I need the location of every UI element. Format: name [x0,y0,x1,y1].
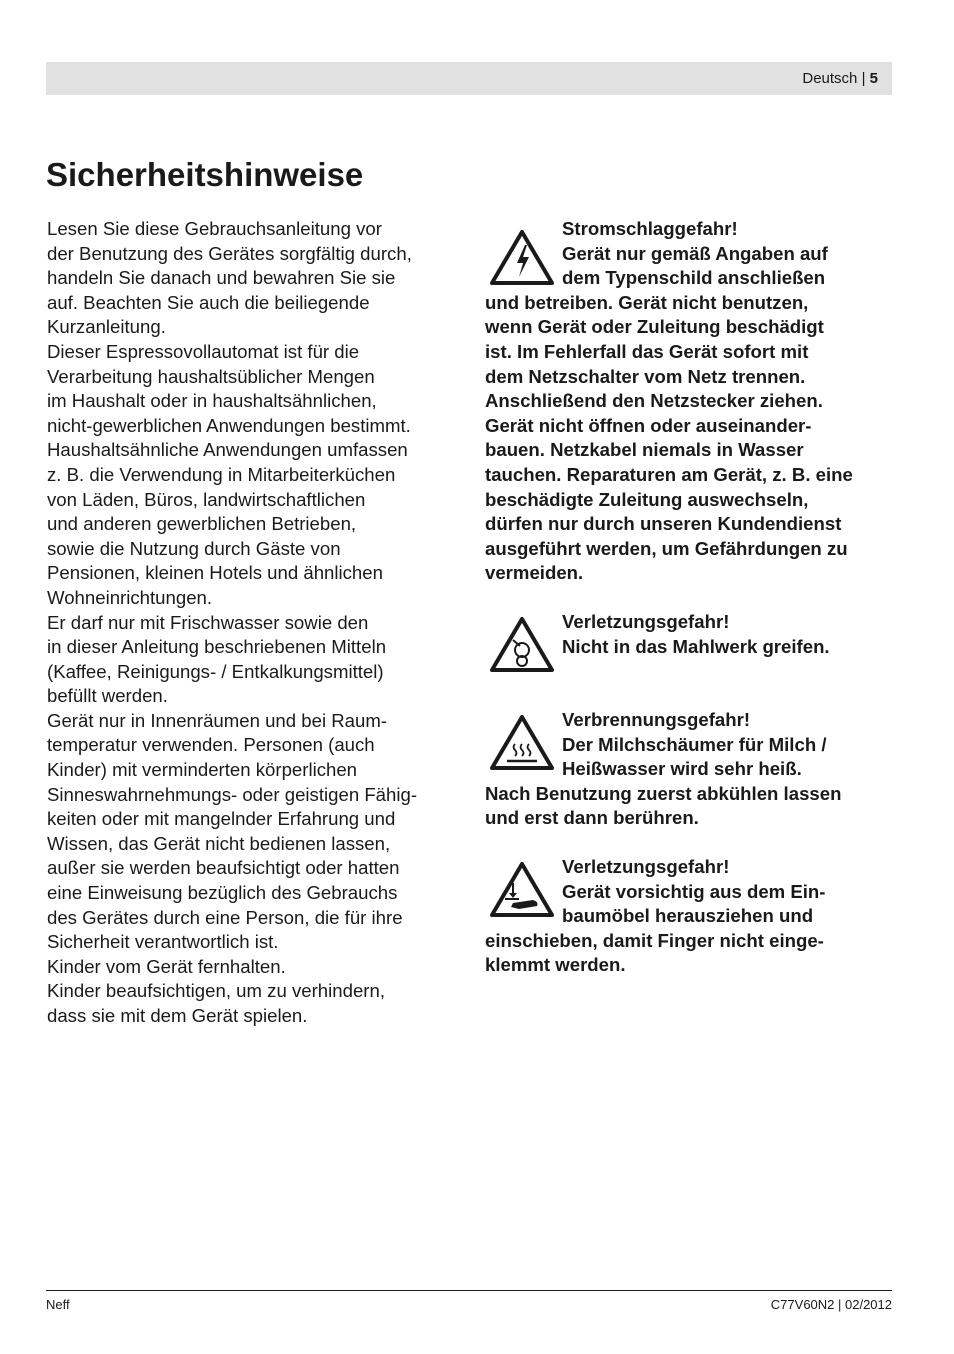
intro-line: befüllt werden. [47,685,168,707]
warning-electric-shock [485,217,892,586]
warning-line: Heißwasser wird sehr heiß. [562,758,802,780]
electric-shock-warning-icon [489,229,555,285]
intro-line: in dieser Anleitung beschriebenen Mitteln [47,636,387,658]
intro-text-column [47,217,467,1029]
warning-line: Gerät vorsichtig aus dem Ein- [562,880,826,902]
footer-brand: Neff [46,1297,70,1312]
footer-divider [46,1290,892,1291]
grinder-injury-warning-icon [489,616,555,672]
warning-grinder [485,610,892,659]
warning-line: dürfen nur durch unseren Kundendienst [485,513,842,535]
page-title: Sicherheitshinweise [46,156,364,193]
language-label: Deutsch [802,70,858,87]
warning-line: tauchen. Reparaturen am Gerät, z. B. eine [485,463,853,485]
warning-line: wenn Gerät oder Zuleitung beschädigt [485,316,824,338]
header-separator: | [861,70,866,87]
intro-line: und anderen gewerblichen Betrieben, [47,513,357,535]
page-indicator [802,70,878,87]
header-bar [46,62,892,95]
warning-line: Nach Benutzung zuerst abkühlen lassen [485,782,842,804]
intro-line: handeln Sie danach und bewahren Sie sie [47,267,396,289]
warning-line: dem Typenschild anschließen [562,267,826,289]
intro-line: Dieser Espressovollautomat ist für die [47,340,360,362]
intro-line: Sicherheit verantwortlich ist. [47,931,279,953]
warning-line: und erst dann berühren. [485,807,699,829]
warning-line: bauen. Netzkabel niemals in Wasser [485,439,804,461]
intro-line: Kinder beaufsichtigen, um zu verhindern, [47,980,385,1002]
warning-line: klemmt werden. [485,954,626,976]
intro-line: Verarbeitung haushaltsüblicher Mengen [47,365,375,387]
warning-heading: Verletzungsgefahr! [562,856,730,877]
warning-line: Anschließend den Netzstecker ziehen. [485,390,823,412]
hot-surface-warning-icon [489,714,555,770]
warning-line: ausgeführt werden, um Gefährdungen zu [485,537,848,559]
intro-line: Er darf nur mit Frischwasser sowie den [47,611,369,633]
intro-line: des Gerätes durch eine Person, die für ihre [47,906,403,928]
intro-line: keiten oder mit mangelnder Erfahrung und [47,808,396,830]
intro-line: Wissen, das Gerät nicht bedienen lassen, [47,832,391,854]
warning-line: Gerät nicht öffnen oder auseinander- [485,414,812,436]
warning-heading: Verletzungsgefahr! [562,611,730,632]
hand-crush-warning-icon [489,861,555,917]
intro-line: Kurzanleitung. [47,316,166,338]
warning-line: dem Netzschalter vom Netz trennen. [485,365,806,387]
warning-line: einschieben, damit Finger nicht einge- [485,929,824,951]
warning-line: Nicht in das Mahlwerk greifen. [562,635,830,657]
intro-line: sowie die Nutzung durch Gäste von [47,537,341,559]
intro-line: nicht-gewerblichen Anwendungen bestimmt. [47,414,411,436]
intro-line: Lesen Sie diese Gebrauchsanleitung vor [47,218,382,239]
intro-line: von Läden, Büros, landwirtschaftlichen [47,488,366,510]
warning-heading: Stromschlaggefahr! [562,218,738,239]
page-number: 5 [869,70,878,87]
warning-hand-crush [485,855,892,978]
warning-line: vermeiden. [485,562,584,584]
intro-line: Pensionen, kleinen Hotels und ähnlichen [47,562,383,584]
intro-line: im Haushalt oder in haushaltsähnlichen, [47,390,377,412]
intro-line: Wohneinrichtungen. [47,586,213,608]
warning-line: ist. Im Fehlerfall das Gerät sofort mit [485,340,809,362]
warning-line: Gerät nur gemäß Angaben auf [562,242,828,264]
intro-line: dass sie mit dem Gerät spielen. [47,1005,308,1026]
warning-line: beschädigte Zuleitung auswechseln, [485,488,809,510]
intro-line: Haushaltsähnliche Anwendungen umfassen [47,439,408,461]
intro-line: eine Einweisung bezüglich des Gebrauchs [47,882,398,904]
warning-hot-surface [485,708,892,831]
intro-line: z. B. die Verwendung in Mitarbeiterküchen [47,463,396,485]
intro-line: temperatur verwenden. Personen (auch [47,734,375,756]
intro-line: Kinder) mit verminderten körperlichen [47,759,358,781]
warning-line: und betreiben. Gerät nicht benutzen, [485,291,809,313]
intro-line: auf. Beachten Sie auch die beiliegende [47,291,370,313]
intro-line: Kinder vom Gerät fernhalten. [47,955,286,977]
warning-heading: Verbrennungsgefahr! [562,709,751,730]
intro-line: außer sie werden beaufsichtigt oder hatten [47,857,400,879]
intro-line: Sinneswahrnehmungs- oder geistigen Fähig- [47,783,418,805]
intro-line: der Benutzung des Gerätes sorgfältig durch, [47,242,412,264]
intro-line: (Kaffee, Reinigungs- / Entkalkungsmittel) [47,660,384,682]
warning-line: Der Milchschäumer für Milch / [562,733,827,755]
footer-model-date: C77V60N2 | 02/2012 [770,1297,892,1312]
warning-line: baumöbel herausziehen und [562,905,814,927]
intro-line: Gerät nur in Innenräumen und bei Raum- [47,709,388,731]
